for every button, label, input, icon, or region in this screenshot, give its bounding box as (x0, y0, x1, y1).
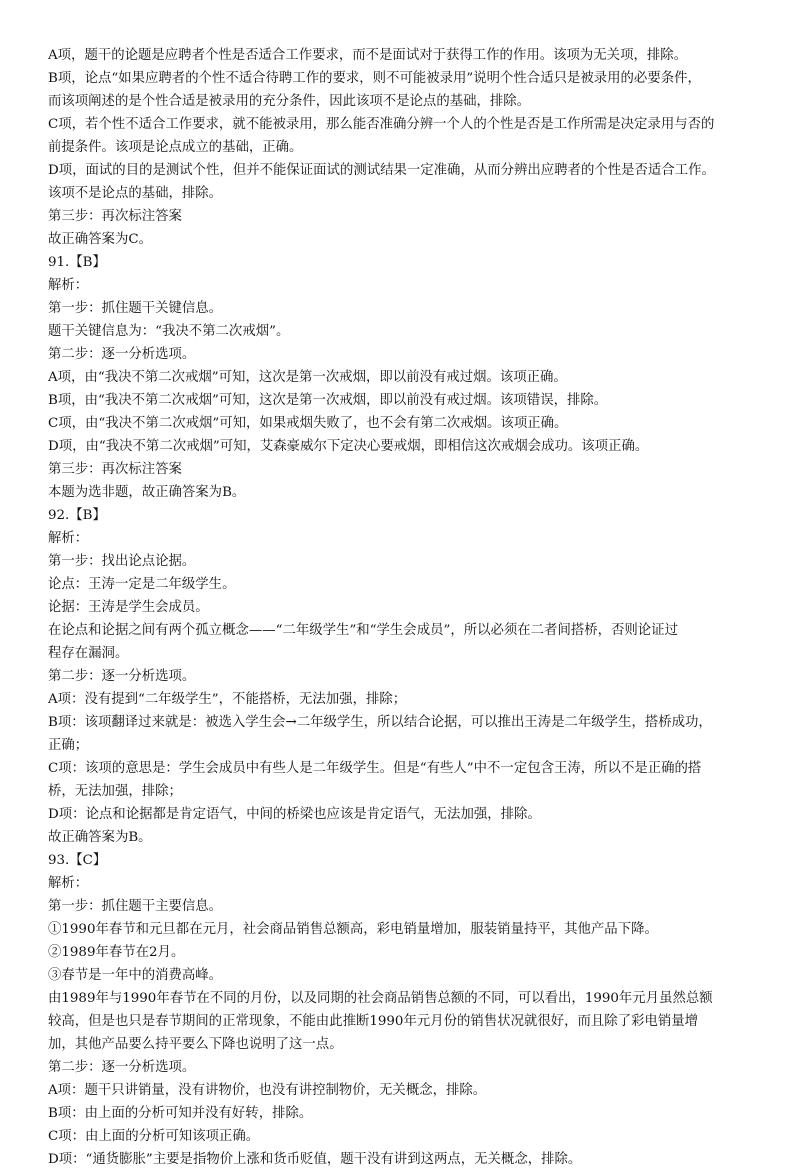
text-line: 论据：王涛是学生会成员。 (48, 600, 209, 615)
option-line: 桥，无法加强，排除； (48, 784, 182, 799)
question-number-92: 92.【B】 (48, 508, 106, 523)
answer-line: 故正确答案为C。 (48, 232, 152, 247)
answer-line: 故正确答案为B。 (48, 830, 152, 845)
analysis-label: 解析： (48, 278, 89, 293)
text-line: 程存在漏洞。 (48, 646, 129, 661)
text-line: 题干关键信息为：“我决不第二次戒烟”。 (48, 324, 290, 339)
section-step-heading: 第三步：再次标注答案 (48, 209, 182, 224)
text-line: B项，论点“如果应聘者的个性不适合待聘工作的要求，则不可能被录用”说明个性合适只是被录用的必要条件， (48, 71, 701, 86)
text-line: 论点：王涛一定是二年级学生。 (48, 577, 236, 592)
analysis-label: 解析： (48, 876, 89, 891)
section-step-heading: 第二步：逐一分析选项。 (48, 669, 196, 684)
text-line: 较高，但是也只是春节期间的正常现象，不能由此推断1990年元月份的销售状况就很好，而且除了彩电销量增 (48, 1014, 699, 1029)
analysis-label: 解析： (48, 531, 89, 546)
text-line: C项，若个性不适合工作要求，就不能被录用，那么能否准确分辨一个人的个性是否是工作所需是决定录用与否的 (48, 117, 715, 132)
question-number-91: 91.【B】 (48, 255, 106, 270)
option-line: A项：没有提到“二年级学生”，不能搭桥，无法加强，排除； (48, 692, 407, 707)
text-line: 而该项阐述的是个性合适是被录用的充分条件，因此该项不是论点的基础，排除。 (48, 94, 531, 109)
text-line: 加，其他产品要么持平要么下降也说明了这一点。 (48, 1037, 343, 1052)
section-step-heading: 第一步：抓住题干主要信息。 (48, 899, 223, 914)
text-line: ①1990年春节和元旦都在元月，社会商品销售总额高，彩电销量增加，服装销量持平，其他产品下降。 (48, 922, 658, 937)
text-line: 前提条件。该项是论点成立的基础，正确。 (48, 140, 303, 155)
section-step-heading: 第二步：逐一分析选项。 (48, 347, 196, 362)
section-step-heading: 第一步：抓住题干关键信息。 (48, 301, 223, 316)
option-line: 正确； (48, 738, 89, 753)
text-line: ③春节是一年中的消费高峰。 (48, 968, 223, 983)
question-number-93: 93.【C】 (48, 853, 107, 868)
option-line: D项，由“我决不第二次戒烟”可知，艾森豪威尔下定决心要戒烟，即相信这次戒烟会成功。该项正确。 (48, 439, 649, 454)
text-line: 该项不是论点的基础，排除。 (48, 186, 223, 201)
text-line: 在论点和论据之间有两个孤立概念——“二年级学生”和“学生会成员”，所以必须在二者间搭桥，否则论证过 (48, 623, 678, 638)
option-line: C项：该项的意思是：学生会成员中有些人是二年级学生。但是“有些人”中不一定包含王涛，所以不是正确的搭 (48, 761, 702, 776)
text-line: ②1989年春节在2月。 (48, 945, 185, 960)
section-step-heading: 第二步：逐一分析选项。 (48, 1060, 196, 1075)
text-line: D项，面试的目的是测试个性，但并不能保证面试的测试结果一定准确，从而分辨出应聘者的个性是否适合工作。 (48, 163, 715, 178)
option-line: C项：由上面的分析可知该项正确。 (48, 1129, 260, 1144)
option-line: A项：题干只讲销量，没有讲物价，也没有讲控制物价，无关概念，排除。 (48, 1083, 487, 1098)
option-line: C项，由“我决不第二次戒烟”可知，如果戒烟失败了，也不会有第二次戒烟。该项正确。 (48, 416, 568, 431)
option-line: B项：该项翻译过来就是：被选入学生会→二年级学生，所以结合论据，可以推出王涛是二年级学生，搭桥成功， (48, 715, 712, 730)
section-step-heading: 第一步：找出论点论据。 (48, 554, 196, 569)
option-line: D项：“通货膨胀”主要是指物价上涨和货币贬值，题干没有讲到这两点，无关概念，排除。 (48, 1152, 582, 1167)
option-line: D项：论点和论据都是肯定语气，中间的桥梁也应该是肯定语气，无法加强，排除。 (48, 807, 541, 822)
section-step-heading: 第三步：再次标注答案 (48, 462, 182, 477)
option-line: B项：由上面的分析可知并没有好转，排除。 (48, 1106, 313, 1121)
option-line: B项，由“我决不第二次戒烟”可知，这次是第一次戒烟，即以前没有戒过烟。该项错误，排除。 (48, 393, 608, 408)
text-line: A项，题干的论题是应聘者个性是否适合工作要求，而不是面试对于获得工作的作用。该项为无关项，排除。 (48, 48, 688, 63)
text-line: 由1989年与1990年春节在不同的月份，以及同期的社会商品销售总额的不同，可以看出，1990年元月虽然总额 (48, 991, 713, 1006)
answer-line: 本题为选非题，故正确答案为B。 (48, 485, 246, 500)
option-line: A项，由“我决不第二次戒烟”可知，这次是第一次戒烟，即以前没有戒过烟。该项正确。 (48, 370, 567, 385)
